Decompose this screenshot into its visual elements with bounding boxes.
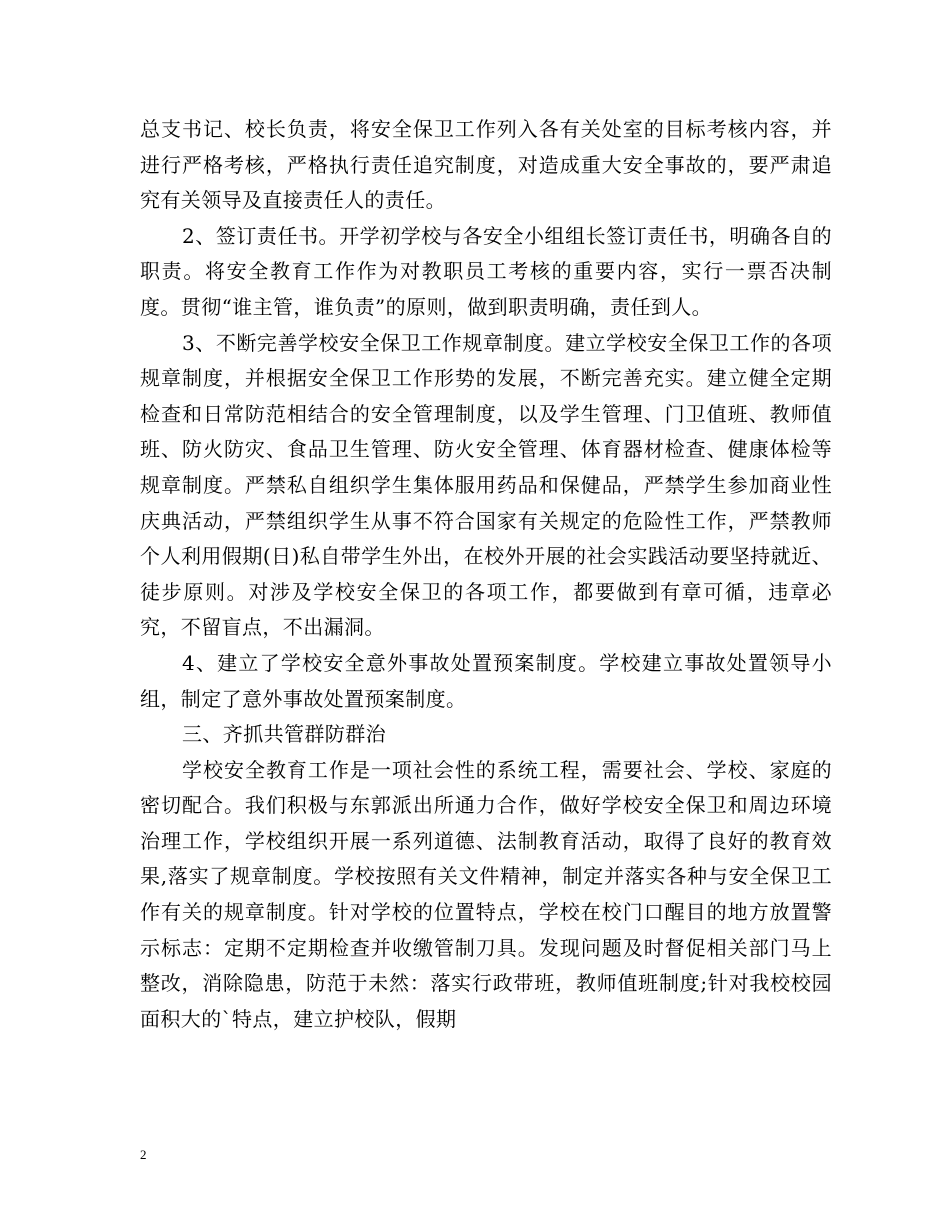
paragraph-continuation: 总支书记、校长负责，将安全保卫工作列入各有关处室的目标考核内容，并进行严格考核，严格执行责任追究制度，对造成重大安全事故的，要严肃追究有关领导及直接责任人的责任。 [140,117,832,213]
section-heading: 三、齐抓共管群防群治 [182,722,386,747]
paragraph-emergency-plan: 4、建立了学校安全意外事故处置预案制度。学校建立事故处置领导小组，制定了意外事故处置预案制度。 [140,650,832,711]
paragraph-joint-management: 学校安全教育工作是一项社会性的系统工程，需要社会、学校、家庭的密切配合。我们积极与东郭派出所通力合作，做好学校安全保卫和周边环境治理工作，学校组织开展一系列道德、法制教育活动，取得了良好的教育效果,落实了规章制度。学校按照有关文件精神，制定并落实各种与安全保卫工作有关的规章制度。针对学校的位置特点，学校在校门口醒目的地方放置警示标志：定期不定期检查并收缴管制刀具。发现问题及时督促相关部门马上整改，消除隐患，防范于未然：落实行政带班，教师值班制度;针对我校校园面积大的`特点，建立护校队，假期 [140,757,832,1031]
document-body [140,112,832,1037]
paragraph-rules-system: 3、不断完善学校安全保卫工作规章制度。建立学校安全保卫工作的各项规章制度，并根据安全保卫工作形势的发展，不断完善充实。建立健全定期检查和日常防范相结合的安全管理制度，以及学生管理、门卫值班、教师值班、防火防灾、食品卫生管理、防火安全管理、体育器材检查、健康体检等规章制度。严禁私自组织学生集体服用药品和保健品，严禁学生参加商业性庆典活动，严禁组织学生从事不符合国家有关规定的危险性工作，严禁教师个人利用假期(日)私自带学生外出，在校外开展的社会实践活动要坚持就近、徒步原则。对涉及学校安全保卫的各项工作，都要做到有章可循，违章必究，不留盲点，不出漏洞。 [140,330,832,640]
page-number: 2 [140,1147,147,1162]
paragraph-responsibility-letter: 2、签订责任书。开学初学校与各安全小组组长签订责任书，明确各自的职责。将安全教育工作作为对教职员工考核的重要内容，实行一票否决制度。贯彻“谁主管，谁负责”的原则，做到职责明确，责任到人。 [140,223,832,319]
